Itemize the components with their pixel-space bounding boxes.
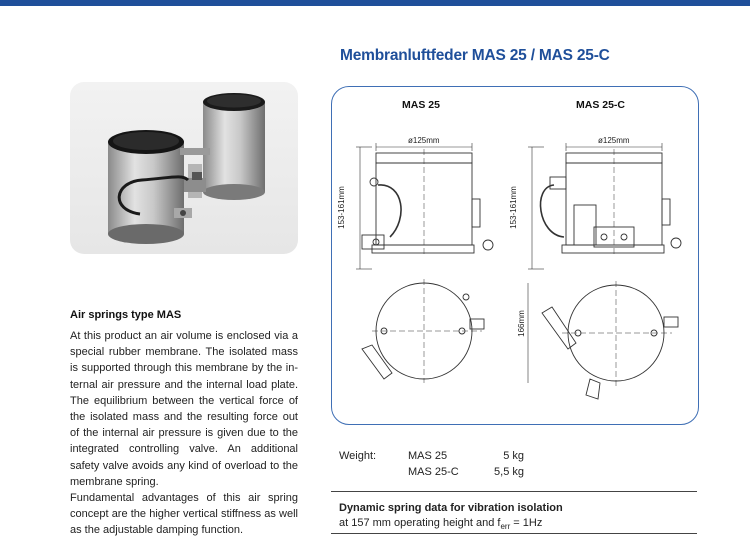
description-paragraph-2: Fundamental advantages of this air spring concept are the higher vertical stiffness as well as the adjustable damping function. xyxy=(70,492,298,537)
weight-model: MAS 25 xyxy=(408,450,448,462)
technical-drawing xyxy=(332,87,698,424)
description-paragraph-1: At this product an air volume is enclosed via a special rubber membrane. The isolated mass is supported through this membrane by the in-ternal air pressure and the internal load plate. The equilibrium between the vertical force of the isolated mass and the resulting force out of the internal air pressure is given due to the integrated controlling valve. An additional safety valve avoids any kind of overload to the membrane spring. xyxy=(70,330,298,488)
divider-bottom xyxy=(331,533,697,534)
diameter-label-left: ø125mm xyxy=(408,136,440,145)
section-heading: Air springs type MAS xyxy=(70,309,182,321)
product-photo xyxy=(70,82,298,254)
technical-drawing-frame xyxy=(331,86,699,425)
dynamic-data-subtitle xyxy=(339,517,542,531)
weight-label: Weight: xyxy=(339,450,377,462)
weight-value: 5 kg xyxy=(503,450,524,462)
weight-value: 5,5 kg xyxy=(494,466,524,478)
height-label-right: 153-161mm xyxy=(508,186,518,229)
page-title: Membranluftfeder MAS 25 / MAS 25-C xyxy=(340,47,610,64)
width-label-bottom: 166mm xyxy=(516,310,526,337)
dynamic-data-title: Dynamic spring data for vibration isolation xyxy=(339,502,563,514)
subtitle-subscript: err xyxy=(500,522,511,532)
diameter-label-right: ø125mm xyxy=(598,136,630,145)
description-text xyxy=(70,328,298,539)
divider-top xyxy=(331,491,697,492)
weight-model: MAS 25-C xyxy=(408,466,459,478)
subtitle-suffix: = 1Hz xyxy=(510,517,543,529)
drawing-label-mas25: MAS 25 xyxy=(402,99,440,111)
subtitle-prefix: at 157 mm operating height and f xyxy=(339,517,501,529)
top-brand-bar xyxy=(0,0,750,6)
height-label-left: 153-161mm xyxy=(336,186,346,229)
drawing-label-mas25c: MAS 25-C xyxy=(576,99,626,111)
